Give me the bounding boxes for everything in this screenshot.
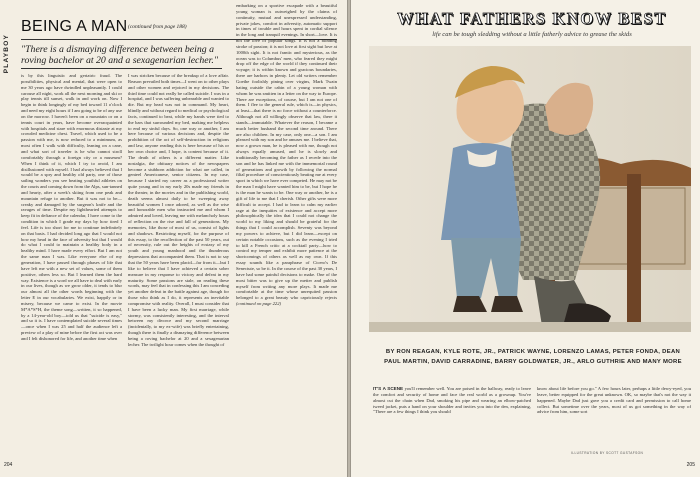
body-column-2: I was stricken because of the breakup of a love affair. Reason prevailed both times—I went on to other plays and other women and rejoiced in my decisions. The third time could not really be called suicide. I was in a hospital, and I was suffering unbearable and wanted to die. But my head was not in command. My heart, blindly and without regard to medical or psychological facts, continued to beat, while my hands were tied to the bars that surrounded my bed, making me helpless to end my sinful days. So, one way or another, I am here because of various decisions and, despite the prohibition of the act of self-destruction in religions and law, anyone reading this is here because of his or her own choice and, I hope, is content because of it. The death of others is a different matter. Like nostalgia, the obituary notices of the newspapers become a stubborn addiction for what are called, in genteel Americanese, senior citizens. In my case, because I started my career as a professional writer quite young and in my early 20s made my friends in the theater, in the movies and in the publishing world, death seems almost daily to be sweeping away beautiful women I once adored, as well as the wise and honorable men who instructed me and whom I admired and loved, leaving me with melancholy hours of reflection on the rise and fall of generations. My memories, like those of most of us, consist of lights and shadows. Restricting myself, for the purpose of this essay, to the recollection of the past 50 years, out of necessity, rule out the heights of ecstasy of my youth and young manhood and the thunderous depressions that accompanied them. That is not to say that the 50 years have been placid—far from it—but I like to believe that I have achieved a certain sober measure in my response to victory and defeat in my maturity. Some passions are stale, on reading these words, may feel that in confessing this I am conceding yet another defeat in the battle against age, though for those who think as I do, it represents an inevitable compromise with reality. Overall, I must consider that I have been a lucky man. My first marriage, while stormy, was consistently interesting, and the interval between my divorce and my second marriage (incidentally, to my ex-wife) was briefly entertaining, though there is finally a dismaying difference between being a roving bachelor at 20 and a sexagenarian lecher. The twilight hour comes when the thought of: [128, 73, 229, 347]
father-son-illustration: [369, 46, 691, 332]
illustration-credit: ILLUSTRATION BY SCOTT GUSTAFSON: [571, 451, 644, 455]
dek: life can be tough sledding without a little fatherly advice to grease the skids: [432, 31, 632, 38]
body-column-right-1: [373, 386, 531, 450]
headline: WHAT FATHERS KNOW BEST: [397, 9, 667, 28]
body-lead: IT'S A SCENE: [373, 386, 404, 391]
page-number-right: 205: [686, 462, 695, 468]
byline: BY RON REAGAN, KYLE ROTE, JR., PATRICK WAYNE, LORENZO LAMAS, PETER FONDA, DEAN PAUL MARTIN, DAVID CARRADINE, BARRY GOLDWATER, JR., ARLO GUTHRIE AND MANY MORE: [384, 349, 682, 365]
article-title: BEING A MAN: [21, 18, 128, 35]
continued-on: (continued on page 222): [236, 301, 282, 307]
left-page: [0, 0, 347, 477]
right-page: [351, 0, 700, 477]
body-column-3-text: embarking on a sportive escapade with a beautiful young woman is outweighed by the claims of continuity, mutual and unexpressed understanding, private jokes, comfort in adversity, automatic support in times of trouble and hours spent in cordial silence in the long and tranquil evenings. In short—love. It is not the love of popular songs. It is not a blinding stroke of passion; it is not love at first sight but love at 1000th sight. It is not frantic and mysterious, as the ocean was to Columbus' men, who feared they might drop off the edge of the world if they continued their voyage; it is within known and gracious boundaries, there are harbors in plenty. Let old writers remember Goethe foolishly pining over virgins, Mark Twain hating outside the cabin of a young woman with whom he was smitten in a letter on the way to Europe. There are exceptions, of course, but I am not one of them. I flee to the general rule, which is—in physics, at least—that there is no force without a counterforce. Although not all willingly observe that law, there it stands—immutable. Whatever the reason, I became a much better husband the second time around. There are also children. In my case, only one—a son. I am pleased with my son and he amuses me. I believe that, now a grown man, he is pleased with me, though not always equally amused, and he is slowly and traditionally becoming the father as I recede into the son and he has linked me with the immemorial round of generations and growth by following the normal filial procedure of conscientiously beating me at every sport in which we have ever competed. He may not be the man I might have wanted him to be, but I hope he is the man he wants to be. One way or another, he is a gift of life to me that I cherish. Other gifts were more difficult to accept. I had to learn to calm my earlier rage at the inequities of existence and accept more philosophically the idea that I could not change the world to my liking and should be grateful for the things that I could accomplish. Seventy was beyond my powers to achieve, but I did learn—except on certain notable occasions, such as the evening I tried to kill a French critic at a cocktail party—how to control my temper and exhibit more patience at the shortcomings of others as well as my own. If this essay sounds like a paraphrase of Cicero's De Senectute, so be it. In the course of the past 30 years, I have had some painful decisions to make. One of the most bitter was to give up the metier and publish myself from writing any more plays. It made me comfortable at the time whose unrequited passion belonged to a great beauty who capriciously rejects: [236, 3, 337, 301]
chair-leg-right: [627, 174, 641, 324]
masthead: PLAYBOY: [3, 34, 10, 74]
body-column-right-2: know about life before you go." A few hours later, perhaps a little dewy-eyed, you leave, better equipped for the great unknown. OK, so maybe that's not the way it happened. Maybe Dad just gave you a credit card and permission to call home collect. But sometime over the years, most of us got something in the way of advice from him, some sort: [537, 386, 691, 415]
page-number-left: 204: [4, 462, 13, 468]
floor: [369, 322, 691, 332]
body-column-3: [236, 3, 337, 455]
continued-from: (continued from page 188): [128, 24, 187, 30]
body-text-1: you'll remember well. You are poised in the hallway, ready to leave the comfort and security of home and face the real world as a grownup. You've almost cut the chain when Dad, smoking his pipe and wearing an elbow-patched tweed jacket, puts a hand on your shoulder and invites you into the den, explaining, "There are a few things I think you should: [373, 386, 531, 415]
body-column-1: is by this linguistic and geriatric fraud. The possibilities, physical and mental, that were open to me 30 years ago have dwindled unpleasantly. I could carouse all night, work all the next morning and ski or play tennis till sunset, walk in and work on. Now I begin to think longingly of my bed toward 11 o'clock and need my eight hours if I am going to be of any use on the morrow. I haven't been on a mountain or on a tennis court in years, have become overacquainted with hospitals and stare with enormous distaste at my crowded medicine chest. Travel, which used to be a passion with me, is now reduced to a minimum, as most often I walk with difficulty, leaning on a cane, and what sort of traveler is he who cannot stroll comfortably through a foreign city or a museum? When I think of it, which I try to avoid, I am disillusioned with myself. I had always believed that I would be a spry and healthy old party, one of those sailing wonders you see beating youthful athletes on the courts and coming down from the Alps, sun-tanned and hearty, after a week's skiing from one peak and mountain refuge to another. But it was not to be—creaky and damaged by the surgeon's knife and the ravages of time. Despite my lighthearted attempts to keep fit in defiance of the calendar, I have come to the condition in which I grade my days by how tired I feel. Life is too short for me to continue indefinitely on that basis. I had decided long ago that I would not bow my head in the face of adversity but that I would do what I could to maintain a healthy body in a healthy mind. I have made every effort. But I am not the same man I was. Like everyone else of my generation, I have passed through phases of life that have left me with a new set of values, some of them positive, others less so. But I learned them the hard way. Existence is a word we all have to deal with early in our lives, though as we grow older, it tends to blur our almost all the other words beginning with the letter E in our vocabularies. We exist, happily or in misery, because we came to exist. In the movie M*A*S*H, the theme song—written, it so happened, by a 14-year-old boy—told us that "suicide is easy," and so it is. I have contemplated suicide several times—once when I was 25 and half the audience left a preview of a play of mine before the first act was over and I felt dishonored for life, and another time when: [21, 73, 122, 341]
quote-rule: [21, 68, 222, 69]
pull-quote: "There is a dismaying difference between being a roving bachelor at 20 and a sexagenarian lecher.": [21, 44, 218, 66]
